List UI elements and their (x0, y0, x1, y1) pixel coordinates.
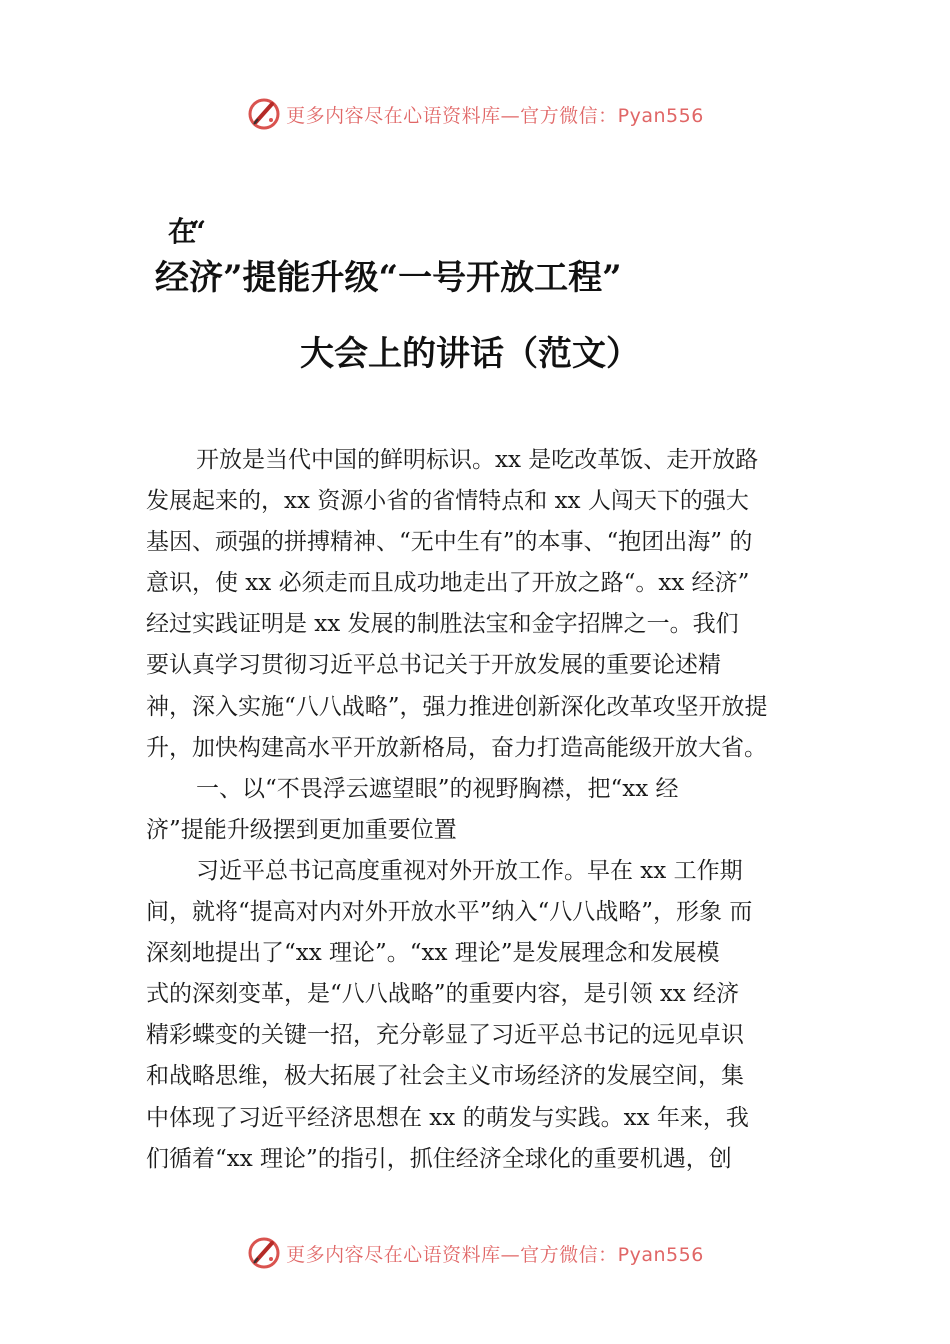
body-line: 神，深入实施“八八战略”，强力推进创新深化改革攻坚开放提 (146, 693, 768, 720)
body-line: 意识，使 xx 必须走而且成功地走出了开放之路“。xx 经济” (146, 570, 750, 597)
body-line: 发展起来的，xx 资源小省的省情特点和 xx 人闯天下的强大 (146, 488, 749, 515)
banner-text: 更多内容尽在心语资料库—官方微信：Pyan556 (286, 1243, 704, 1266)
body-line: 式的深刻变革，是“八八战略”的重要内容，是引领 xx 经济 (146, 981, 740, 1008)
title-line-2: 经济”提能升级“一号开放工程” (155, 258, 622, 298)
body-line: 经过实践证明是 xx 发展的制胜法宝和金字招牌之一。我们 (146, 611, 739, 638)
footer-watermark-banner (0, 1233, 950, 1273)
body-line: 要认真学习贯彻习近平总书记关于开放发展的重要论述精 (146, 652, 721, 679)
body-line: 基因、顽强的拼搏精神、“无中生有”的本事、“抱团出海” 的 (146, 529, 753, 556)
body-line: 们循着“xx 理论”的指引，抓住经济全球化的重要机遇，创 (146, 1145, 732, 1172)
title-line-3: 大会上的讲话（范文） (300, 334, 640, 374)
title-line-1: 在“ (168, 215, 201, 248)
banner-text: 更多内容尽在心语资料库—官方微信：Pyan556 (286, 104, 704, 127)
body-line: 精彩蝶变的关键一招，充分彰显了习近平总书记的远见卓识 (146, 1022, 744, 1049)
body-line: 间，就将“提高对内对外开放水平”纳入“八八战略”，形象 而 (146, 899, 753, 926)
header-watermark-banner (0, 94, 950, 134)
body-line: 升，加快构建高水平开放新格局，奋力打造高能级开放大省。 (146, 734, 767, 761)
section-heading-line: 一、以“不畏浮云遮望眼”的视野胸襟，把“xx 经 (196, 775, 679, 802)
speech-body (146, 440, 822, 1180)
body-line: 深刻地提出了“xx 理论”。“xx 理论”是发展理念和发展模 (146, 940, 720, 967)
pen-circle-logo-icon (246, 96, 282, 132)
body-line: 中体现了习近平经济思想在 xx 的萌发与实践。xx 年来，我 (146, 1104, 749, 1131)
body-line: 习近平总书记高度重视对外开放工作。早在 xx 工作期 (196, 857, 743, 884)
body-line: 开放是当代中国的鲜明标识。xx 是吃改革饭、走开放路 (196, 447, 759, 473)
body-line: 和战略思维，极大拓展了社会主义市场经济的发展空间，集 (146, 1063, 744, 1090)
section-heading-line: 济”提能升级摆到更加重要位置 (146, 816, 457, 843)
pen-circle-logo-icon (246, 1235, 282, 1271)
